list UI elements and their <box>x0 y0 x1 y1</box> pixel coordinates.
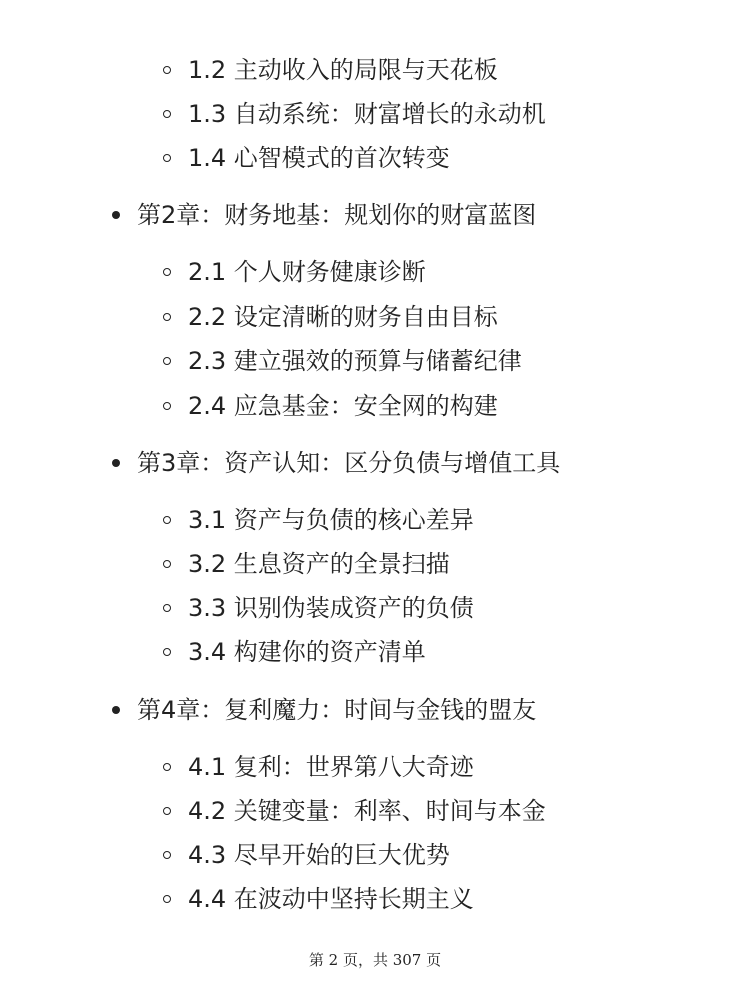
toc-item-text: 3.2 生息资产的全景扫描 <box>188 550 450 578</box>
toc-section-item <box>0 255 426 289</box>
toc-section-item <box>0 882 474 916</box>
hollow-bullet-icon <box>163 110 171 118</box>
toc-item-text: 第3章：资产认知：区分负债与增值工具 <box>137 449 561 477</box>
toc-item-text: 4.3 尽早开始的巨大优势 <box>188 841 450 869</box>
toc-section-item <box>0 97 546 131</box>
toc-item-text: 第4章：复利魔力：时间与金钱的盟友 <box>137 696 537 724</box>
toc-item-text: 3.3 识别伪装成资产的负债 <box>188 594 474 622</box>
hollow-bullet-icon <box>163 516 171 524</box>
toc-section-item <box>0 591 474 625</box>
bullet-icon <box>112 706 120 714</box>
toc-section-item <box>0 344 522 378</box>
bullet-icon <box>112 211 120 219</box>
bullet-icon <box>112 459 120 467</box>
toc-item-text: 1.2 主动收入的局限与天花板 <box>188 56 498 84</box>
toc-item-text: 1.3 自动系统：财富增长的永动机 <box>188 100 546 128</box>
toc-chapter-item <box>0 446 560 480</box>
toc-item-text: 第2章：财务地基：规划你的财富蓝图 <box>137 201 537 229</box>
toc-section-item <box>0 750 474 784</box>
toc-item-text: 4.2 关键变量：利率、时间与本金 <box>188 797 546 825</box>
toc-item-text: 4.1 复利：世界第八大奇迹 <box>188 753 474 781</box>
hollow-bullet-icon <box>163 313 171 321</box>
toc-section-item <box>0 547 450 581</box>
toc-section-item <box>0 300 498 334</box>
toc-chapter-item <box>0 693 536 727</box>
toc-item-text: 2.2 设定清晰的财务自由目标 <box>188 303 498 331</box>
hollow-bullet-icon <box>163 268 171 276</box>
hollow-bullet-icon <box>163 66 171 74</box>
hollow-bullet-icon <box>163 763 171 771</box>
toc-item-text: 3.4 构建你的资产清单 <box>188 638 426 666</box>
toc-section-item <box>0 503 474 537</box>
toc-item-text: 3.1 资产与负债的核心差异 <box>188 506 474 534</box>
hollow-bullet-icon <box>163 154 171 162</box>
page-number: 第 2 页，共 307 页 <box>308 951 442 969</box>
toc-item-text: 1.4 心智模式的首次转变 <box>188 144 450 172</box>
toc-section-item <box>0 794 546 828</box>
toc-item-text: 2.1 个人财务健康诊断 <box>188 258 426 286</box>
toc-item-text: 2.4 应急基金：安全网的构建 <box>188 392 498 420</box>
toc-chapter-item <box>0 198 536 232</box>
hollow-bullet-icon <box>163 895 171 903</box>
toc-section-item <box>0 389 498 423</box>
hollow-bullet-icon <box>163 402 171 410</box>
hollow-bullet-icon <box>163 357 171 365</box>
toc-section-item <box>0 53 498 87</box>
hollow-bullet-icon <box>163 851 171 859</box>
hollow-bullet-icon <box>163 807 171 815</box>
toc-item-text: 4.4 在波动中坚持长期主义 <box>188 885 474 913</box>
toc-section-item <box>0 838 450 872</box>
hollow-bullet-icon <box>163 648 171 656</box>
toc-section-item <box>0 635 426 669</box>
toc-item-text: 2.3 建立强效的预算与储蓄纪律 <box>188 347 522 375</box>
hollow-bullet-icon <box>163 604 171 612</box>
hollow-bullet-icon <box>163 560 171 568</box>
toc-section-item <box>0 141 450 175</box>
